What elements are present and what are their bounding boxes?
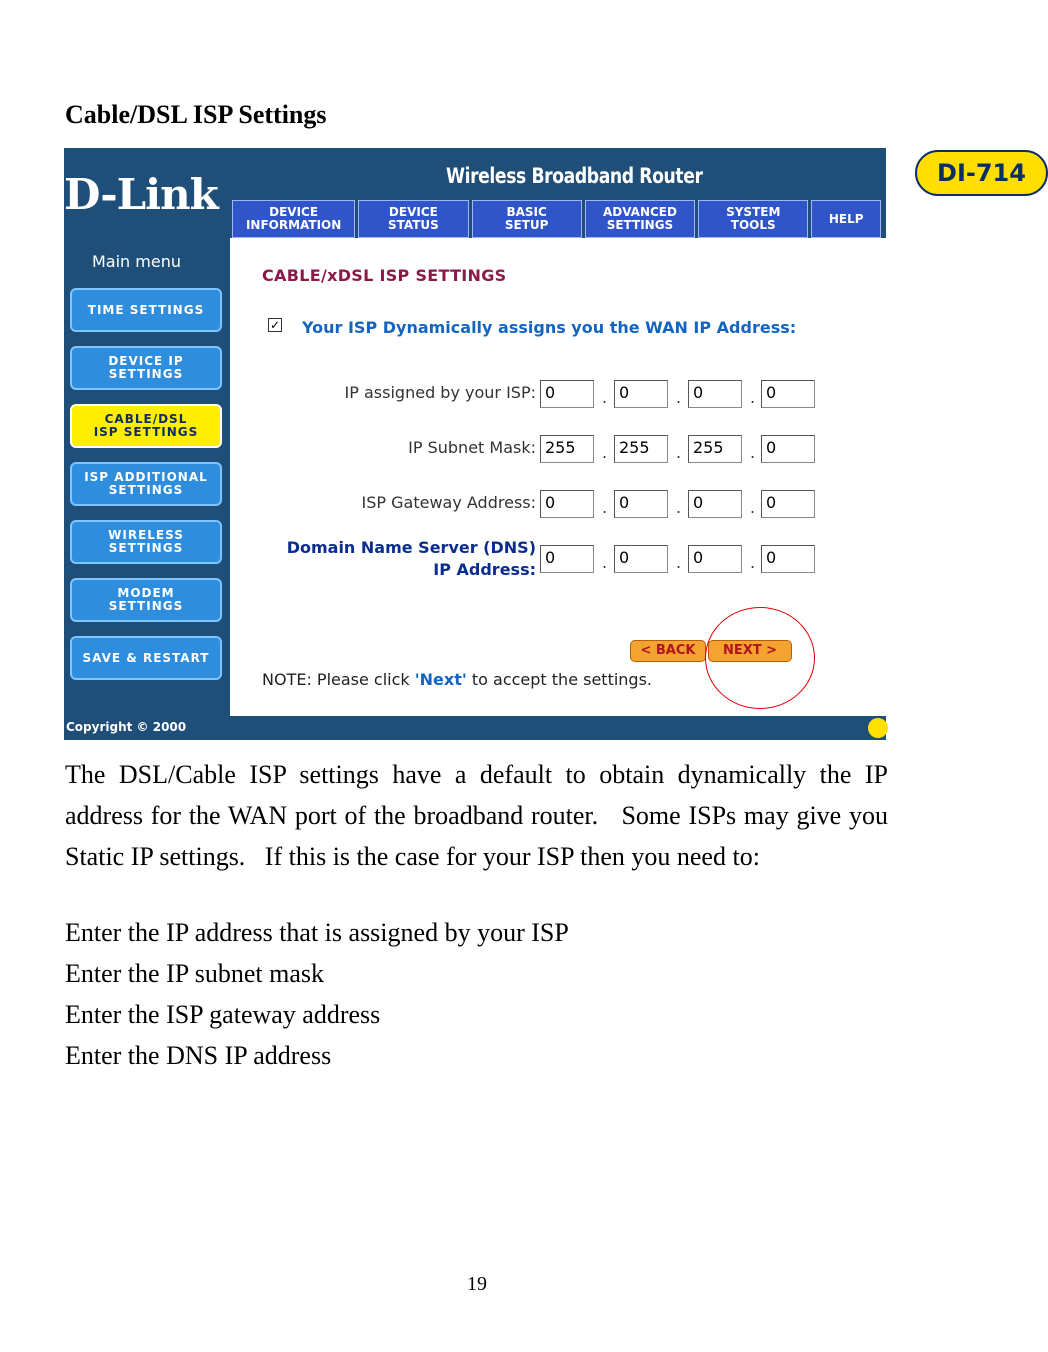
menu-item-2[interactable]: CABLE/DSL ISP SETTINGS [70, 404, 222, 448]
tab-5[interactable]: HELP [811, 200, 881, 238]
top-bar [230, 148, 1026, 198]
section-title: CABLE/xDSL ISP SETTINGS [262, 266, 507, 285]
step-item: Enter the IP address that is assigned by your ISP [65, 918, 569, 947]
next-highlight-circle [705, 607, 815, 709]
copyright: Copyright © 2000 [66, 720, 187, 734]
menu-item-1[interactable]: DEVICE IP SETTINGS [70, 346, 222, 390]
back-button[interactable]: < BACK [630, 640, 706, 662]
ip-octet-input[interactable]: 0 [540, 490, 594, 518]
octet-separator: . [750, 553, 756, 572]
note-text [262, 670, 652, 689]
octet-separator: . [602, 553, 608, 572]
ip-octet-input[interactable]: 0 [761, 545, 815, 573]
menu-title: Main menu [92, 252, 181, 271]
row-label-0: IP assigned by your ISP: [344, 383, 536, 402]
octet-separator: . [750, 443, 756, 462]
menu-item-6[interactable]: SAVE & RESTART [70, 636, 222, 680]
ip-octet-input[interactable]: 0 [761, 435, 815, 463]
router-title: Wireless Broadband Router [446, 164, 703, 188]
octet-separator: . [602, 498, 608, 517]
ip-octet-input[interactable]: 0 [761, 490, 815, 518]
row-label-3: Domain Name Server (DNS) IP Address: [286, 538, 536, 579]
footer-bar [64, 716, 886, 740]
dlink-logo: D-Link [64, 170, 218, 219]
octet-separator: . [676, 388, 682, 407]
ip-octet-input[interactable]: 0 [614, 380, 668, 408]
note-next-emphasis: 'Next' [414, 670, 467, 689]
ip-octet-input[interactable]: 0 [614, 490, 668, 518]
ip-octet-input[interactable]: 0 [540, 545, 594, 573]
step-item: Enter the IP subnet mask [65, 959, 324, 988]
doc-heading: Cable/DSL ISP Settings [65, 100, 327, 129]
octet-separator: . [750, 388, 756, 407]
main-menu-sidebar [64, 238, 230, 716]
step-item: Enter the ISP gateway address [65, 1000, 381, 1029]
ip-octet-input[interactable]: 0 [688, 490, 742, 518]
tab-1[interactable]: DEVICE STATUS [358, 200, 468, 238]
ip-octet-input[interactable]: 0 [688, 545, 742, 573]
ip-octet-input[interactable]: 255 [688, 435, 742, 463]
ip-octet-input[interactable]: 0 [688, 380, 742, 408]
step-item: Enter the DNS IP address [65, 1041, 332, 1070]
note-prefix: NOTE: Please click [262, 670, 415, 689]
body-paragraph: The DSL/Cable ISP settings have a default to obtain dynamically the IP address for the WAN port of the broadband router. Some ISPs may give you Static IP settings. If this is the case for your ISP then you need to: [65, 760, 888, 871]
ip-octet-input[interactable]: 0 [614, 545, 668, 573]
dynamic-ip-checkbox[interactable]: ✓ [269, 318, 281, 332]
octet-separator: . [602, 443, 608, 462]
next-button[interactable]: NEXT > [708, 640, 792, 662]
tab-4[interactable]: SYSTEM TOOLS [698, 200, 808, 238]
router-screenshot [64, 148, 1026, 740]
octet-separator: . [676, 553, 682, 572]
ip-octet-input[interactable]: 255 [540, 435, 594, 463]
tab-3[interactable]: ADVANCED SETTINGS [585, 200, 695, 238]
octet-separator: . [750, 498, 756, 517]
page-number: 19 [467, 1273, 487, 1295]
tab-0[interactable]: DEVICE INFORMATION [232, 200, 355, 238]
octet-separator: . [676, 498, 682, 517]
status-dot-icon [868, 718, 888, 738]
menu-item-0[interactable]: TIME SETTINGS [70, 288, 222, 332]
model-badge: DI-714 [915, 150, 1048, 196]
menu-item-5[interactable]: MODEM SETTINGS [70, 578, 222, 622]
menu-item-4[interactable]: WIRELESS SETTINGS [70, 520, 222, 564]
octet-separator: . [676, 443, 682, 462]
note-suffix: to accept the settings. [466, 670, 653, 689]
octet-separator: . [602, 388, 608, 407]
ip-octet-input[interactable]: 0 [540, 380, 594, 408]
row-label-1: IP Subnet Mask: [408, 438, 536, 457]
top-nav-tabs [232, 200, 884, 238]
ip-octet-input[interactable]: 255 [614, 435, 668, 463]
dynamic-ip-label: Your ISP Dynamically assigns you the WAN IP Address: [302, 318, 797, 337]
ip-octet-input[interactable]: 0 [761, 380, 815, 408]
tab-2[interactable]: BASIC SETUP [472, 200, 582, 238]
menu-item-3[interactable]: ISP ADDITIONAL SETTINGS [70, 462, 222, 506]
row-label-2: ISP Gateway Address: [361, 493, 536, 512]
